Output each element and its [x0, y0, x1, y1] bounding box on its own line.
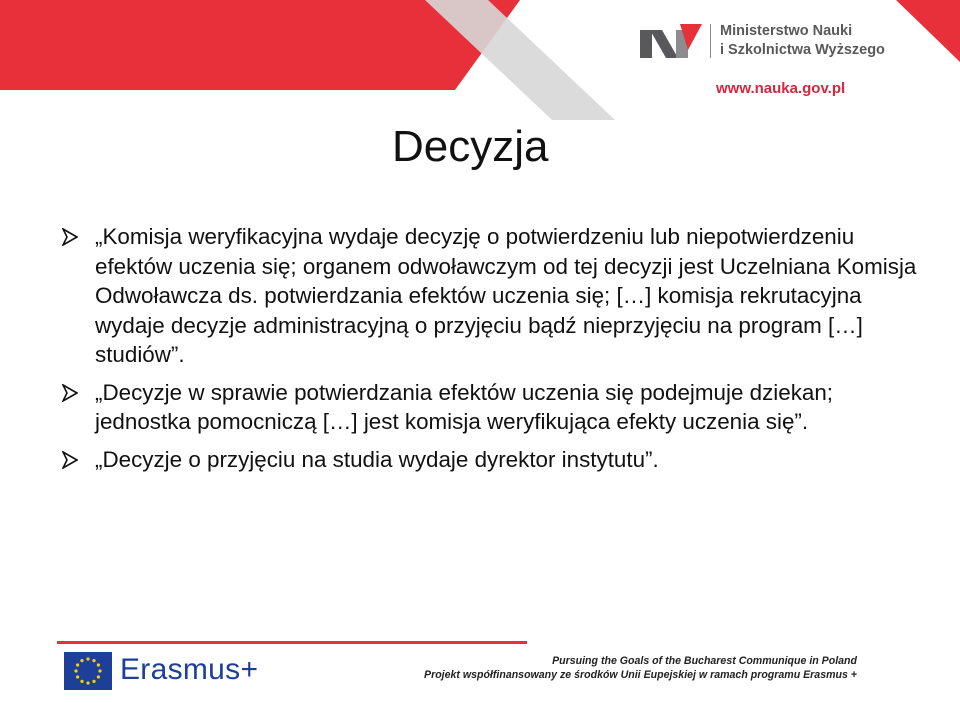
bullet-item — [62, 378, 922, 437]
ministry-logo — [640, 22, 890, 72]
bullet-item — [62, 222, 922, 370]
arrow-bullet-icon — [62, 384, 78, 402]
footer-line2: Projekt współfinansowany ze środków Unii Eupejskiej w ramach programu Erasmus + — [424, 669, 857, 681]
website-link[interactable]: www.nauka.gov.pl — [716, 80, 846, 97]
ministry-name — [720, 22, 885, 60]
bullet-list — [62, 222, 922, 482]
erasmus-logo — [64, 652, 259, 692]
ministry-emblem-icon — [640, 22, 704, 62]
logo-separator — [710, 24, 711, 58]
bullet-item — [62, 445, 922, 475]
erasmus-label: Erasmus+ — [120, 653, 259, 686]
bullet-text: „Decyzje o przyjęciu na studia wydaje dyrektor instytutu”. — [95, 446, 659, 472]
ministry-name-line2: i Szkolnictwa Wyższego — [720, 42, 885, 58]
ministry-name-line1: Ministerstwo Nauki — [720, 23, 853, 39]
bullet-text: „Decyzje w sprawie potwierdzania efektów uczenia się podejmuje dziekan; jednostka pomocniczą […] jest komisja weryfikująca efekty uczenia się”. — [95, 379, 834, 434]
red-corner-shape — [896, 0, 960, 62]
arrow-bullet-icon — [62, 228, 78, 246]
footer-line1: Pursuing the Goals of the Bucharest Communique in Poland — [552, 655, 857, 667]
slide-title: Decyzja — [392, 122, 549, 171]
arrow-bullet-icon — [62, 451, 78, 469]
footer-text — [424, 654, 857, 682]
footer-divider — [57, 641, 527, 644]
eu-flag-icon — [64, 652, 112, 690]
bullet-text: „Komisja weryfikacyjna wydaje decyzję o potwierdzeniu lub niepotwierdzeniu efektów uczenia się; organem odwoławczym od tej decyzji jest Uczelniana Komisja Odwoławcza ds. potwierdzania efektów uczenia się; […] komisja rekrutacyjna wydaje decyzje administracyjną o przyjęciu bądź nieprzyjęciu na program […] studiów”. — [95, 224, 917, 367]
